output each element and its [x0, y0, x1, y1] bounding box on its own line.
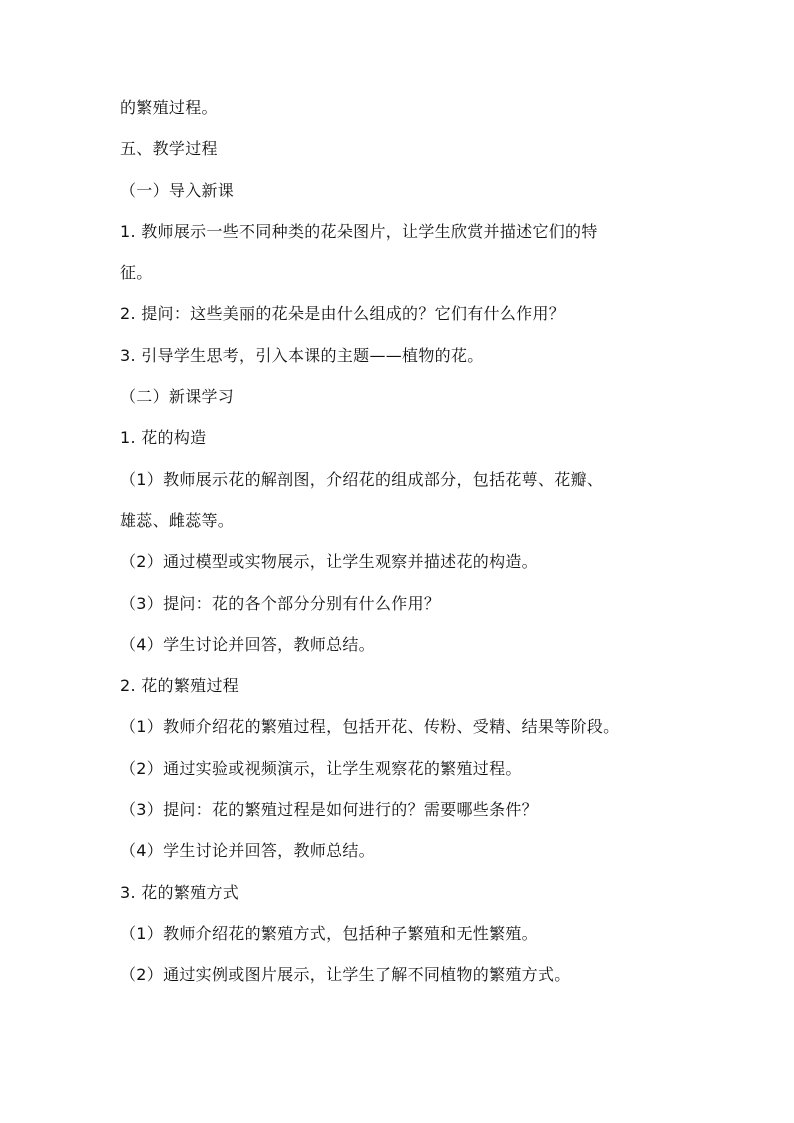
subsection-heading: （一）导入新课 [120, 180, 235, 200]
topic-heading: 2. 花的繁殖过程 [120, 676, 240, 696]
list-item-continuation: 征。 [120, 263, 153, 283]
document-body [120, 98, 680, 1007]
topic-heading: 1. 花的构造 [120, 428, 207, 448]
list-item: （3）提问：花的各个部分分别有什么作用？ [120, 593, 441, 613]
list-item: （4）学生讨论并回答，教师总结。 [120, 841, 375, 861]
section-heading: 五、教学过程 [120, 139, 218, 159]
body-text-line: 的繁殖过程。 [120, 98, 218, 117]
list-item: （3）提问：花的繁殖过程是如何进行的？需要哪些条件？ [120, 800, 538, 820]
list-item: 1. 教师展示一些不同种类的花朵图片，让学生欣赏并描述它们的特 [120, 221, 598, 241]
list-item: （2）通过实例或图片展示，让学生了解不同植物的繁殖方式。 [120, 965, 571, 985]
list-item: 2. 提问：这些美丽的花朵是由什么组成的？它们有什么作用？ [120, 304, 566, 324]
list-item: （1）教师介绍花的繁殖过程，包括开花、传粉、受精、结果等阶段。 [120, 717, 620, 737]
list-item: （4）学生讨论并回答，教师总结。 [120, 634, 375, 654]
list-item: （1）教师展示花的解剖图，介绍花的组成部分，包括花萼、花瓣、 [120, 469, 604, 489]
list-item: （2）通过实验或视频演示，让学生观察花的繁殖过程。 [120, 758, 522, 778]
list-item-continuation: 雄蕊、雌蕊等。 [120, 510, 235, 530]
subsection-heading: （二）新课学习 [120, 387, 235, 407]
list-item: 3. 引导学生思考，引入本课的主题——植物的花。 [120, 345, 484, 365]
topic-heading: 3. 花的繁殖方式 [120, 882, 240, 902]
list-item: （2）通过模型或实物展示，让学生观察并描述花的构造。 [120, 552, 538, 572]
list-item: （1）教师介绍花的繁殖方式，包括种子繁殖和无性繁殖。 [120, 923, 538, 943]
